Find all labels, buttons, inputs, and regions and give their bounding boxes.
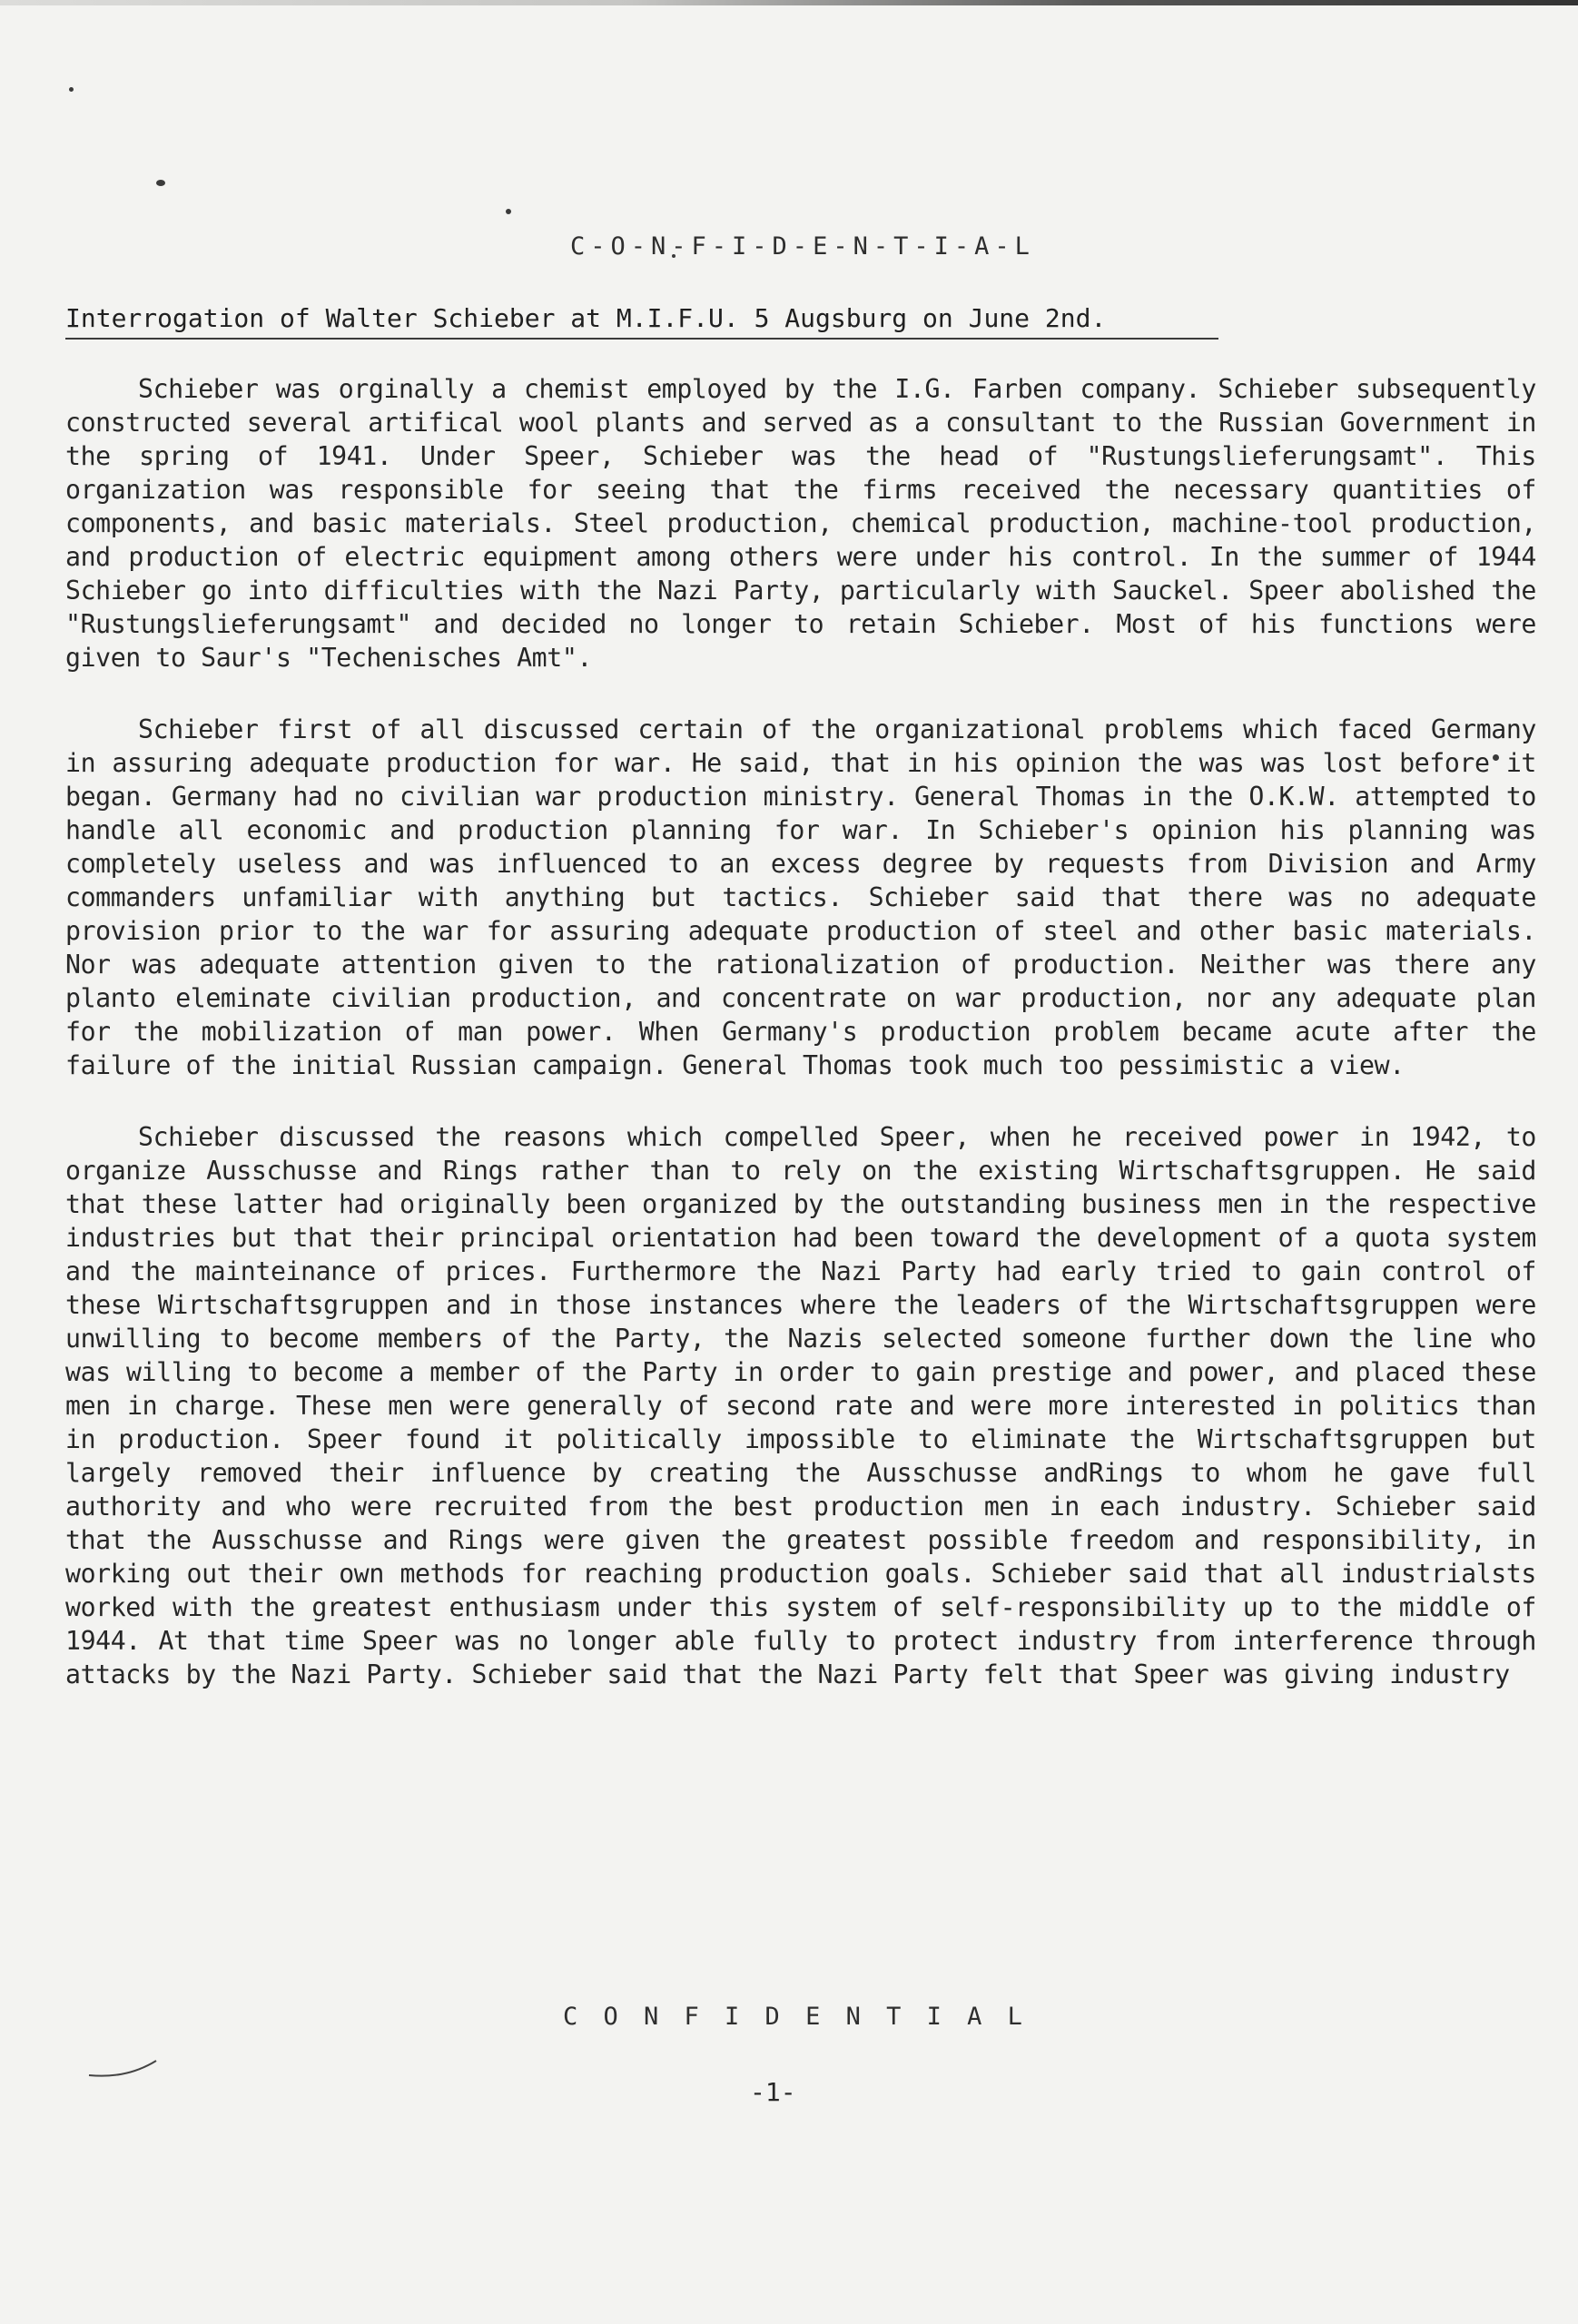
paragraph-1: Schieber was orginally a chemist employed by the I.G. Farben company. Schieber subsequently constructed several artifical wool plants and served as a consultant to the Russian Government in the spring of 1941. Under Speer, Schieber was the head of "Rustungslieferungsamt". This organization was responsible for seeing that the firms received the necessary quantities of components, and basic materials. Steel production, chemical production, machine-tool production, and production of electric equipment among others were under his control. In the summer of 1944 Schieber go into difficulties with the Nazi Party, particularly with Sauckel. Speer abolished the "Rustungslieferungsamt" and decided no longer to retain Schieber. Most of his functions were given to Saur's "Techenisches Amt". [65,374,1536,673]
scan-speck [156,180,165,186]
document-title: Interrogation of Walter Schieber at M.I.F.U. 5 Augsburg on June 2nd. [65,303,1107,333]
pencil-mark [87,2055,160,2079]
confidential-header: C-O-N-F-I-D-E-N-T-I-A-L [570,232,1035,261]
document-body [65,372,1536,1691]
paragraph-2: Schieber first of all discussed certain of the organizational problems which faced Germany in assuring adequate production for war. He said, that in his opinion the was was lost before it began. Germany had no civilian war production ministry. General Thomas in the O.K.W. attempted to handle all economic and production planning for war. In Schieber's opinion his planning was completely useless and was influenced to an excess degree by requests from Division and Army commanders unfamiliar with anything but tactics. Schieber said that there was no adequate provision prior to the war for assuring adequate production of steel and other basic materials. Nor was adequate attention given to the rationalization of production. Neither was there any planto eleminate civilian production, and concentrate on war production, nor any adequate plan for the mobilization of man power. When Germany's production problem became acute after the failure of the initial Russian campaign. General Thomas took much too pessimistic a view. [65,714,1536,1080]
page-number: -1- [750,2077,796,2107]
scan-speck [69,87,74,92]
page-top-edge [0,0,1578,5]
scan-speck [506,209,511,214]
paragraph-3: Schieber discussed the reasons which compelled Speer, when he received power in 1942, to organize Ausschusse and Rings rather than to rely on the existing Wirtschaftsgruppen. He said that these latter had originally been organized by the outstanding business men in the respective industries but that their principal orientation had been toward the development of a quota system and the mainteinance of prices. Furthermore the Nazi Party had early tried to gain control of these Wirtschaftsgruppen and in those instances where the leaders of the Wirtschaftsgruppen were unwilling to become members of the Party, the Nazis selected someone further down the line who was willing to become a member of the Party in order to gain prestige and power, and placed these men in charge. These men were generally of second rate and were more interested in politics than in production. Speer found it politically impossible to eliminate the Wirtschaftsgruppen but largely removed their influence by creating the Ausschusse andRings to whom he gave full authority and who were recruited from the best production men in each industry. Schieber said that the Ausschusse and Rings were given the greatest possible freedom and responsibility, in working out their own methods for reaching production goals. Schieber said that all industrialsts worked with the greatest enthusiasm under this system of self-responsibility up to the middle of 1944. At that time Speer was no longer able fully to protect industry from interference through attacks by the Nazi Party. Schieber said that the Nazi Party felt that Speer was giving industry [65,1122,1536,1689]
title-underline [65,338,1218,340]
confidential-footer: C O N F I D E N T I A L [563,2003,1028,2031]
